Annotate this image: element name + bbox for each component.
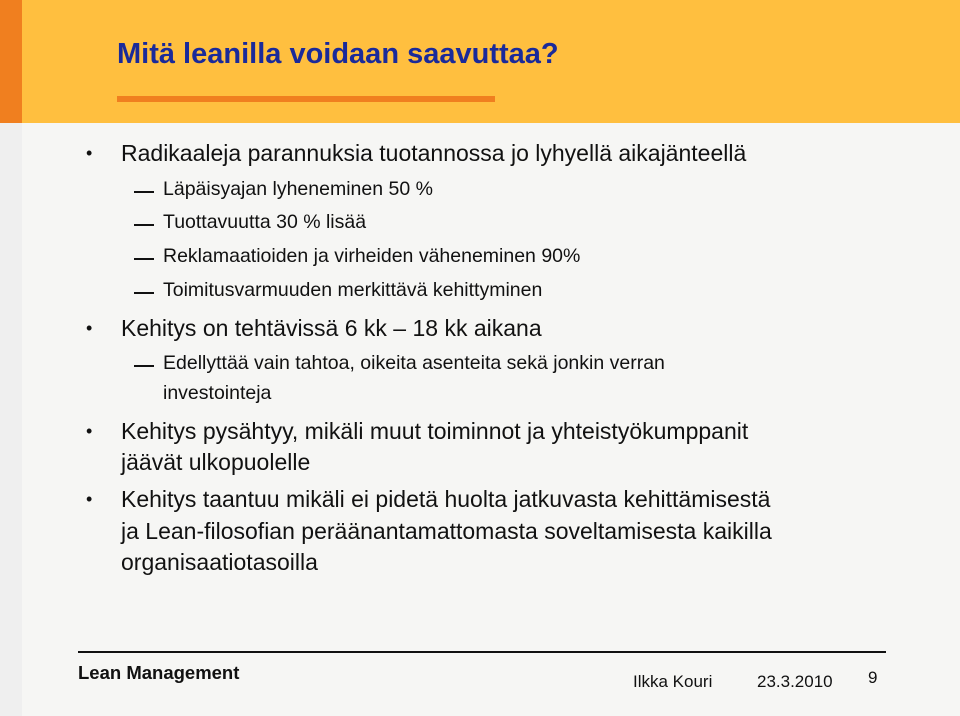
bullet-text: Kehitys taantuu mikäli ei pidetä huolta jatkuvasta kehittämisestä xyxy=(121,486,771,512)
sub-bullet-text: Toimitusvarmuuden merkittävä kehittyminen xyxy=(163,279,543,301)
footer-date: 23.3.2010 xyxy=(757,672,833,691)
bullet-dash-icon xyxy=(134,224,154,226)
footer-rule xyxy=(78,651,886,653)
bullet-text: organisaatiotasoilla xyxy=(121,549,318,575)
sub-bullet-text: Reklamaatioiden ja virheiden väheneminen 90% xyxy=(163,245,581,267)
bullet-dash-icon xyxy=(134,365,154,367)
bullet-dash-icon xyxy=(134,292,154,294)
bullet-dash-icon xyxy=(134,191,154,193)
slide-title: Mitä leanilla voidaan saavuttaa? xyxy=(117,38,559,70)
bullet-text: jäävät ulkopuolelle xyxy=(121,449,311,475)
sub-bullet-text: Tuottavuutta 30 % lisää xyxy=(163,211,367,233)
page-number: 9 xyxy=(868,668,878,687)
bullet-dot-icon: • xyxy=(86,489,93,509)
bullet-dot-icon: • xyxy=(86,421,93,441)
sub-bullet-text: investointeja xyxy=(163,382,272,404)
bullet-text: ja Lean-filosofian peräänantamattomasta soveltamisesta kaikilla xyxy=(121,518,772,544)
bullet-dot-icon: • xyxy=(86,143,93,163)
bullet-text: Kehitys pysähtyy, mikäli muut toiminnot ja yhteistyökumppanit xyxy=(121,418,749,444)
bullet-text: Radikaaleja parannuksia tuotannossa jo lyhyellä aikajänteellä xyxy=(121,140,747,166)
footer-author: Ilkka Kouri xyxy=(633,672,713,691)
bullet-dot-icon: • xyxy=(86,318,93,338)
sub-bullet-text: Edellyttää vain tahtoa, oikeita asenteita sekä jonkin verran xyxy=(163,352,665,374)
bullet-text: Kehitys on tehtävissä 6 kk – 18 kk aikana xyxy=(121,315,542,341)
footer-brand: Lean Management xyxy=(78,662,240,683)
bullet-dash-icon xyxy=(134,258,154,260)
sub-bullet-text: Läpäisyajan lyheneminen 50 % xyxy=(163,178,433,200)
